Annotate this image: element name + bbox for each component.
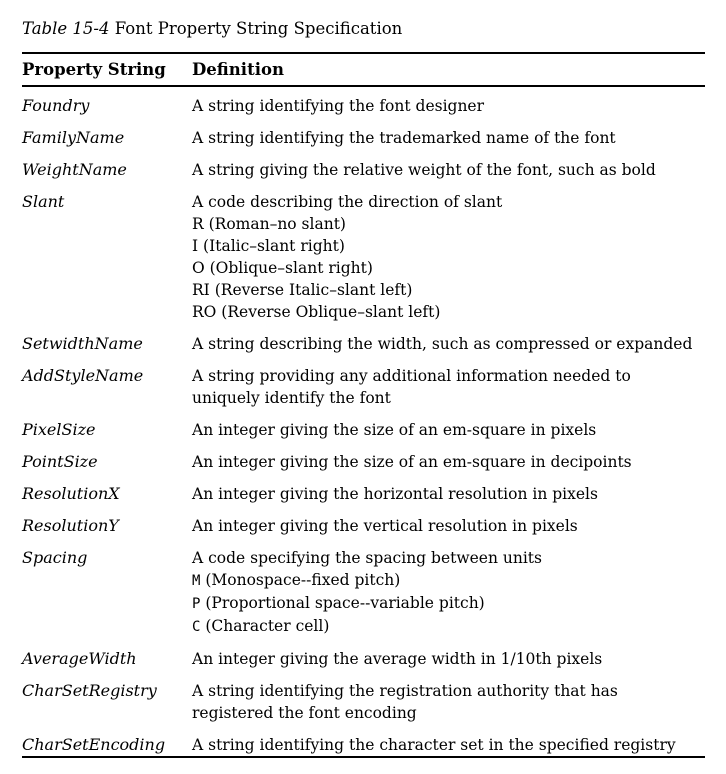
definition-line [192,213,705,235]
property-name: Spacing [22,548,88,567]
definition-text: (Character cell) [200,617,330,635]
table-row [22,547,705,638]
bottom-rule [22,756,705,758]
table-row [22,515,705,537]
table-row [22,648,705,670]
definition-text: R (Roman–no slant) [192,215,346,233]
definition-text: An integer giving the vertical resolution in pixels [192,517,578,535]
definition [192,680,705,724]
property-name: Slant [22,192,65,211]
definition [192,515,705,537]
definition-line [192,648,705,670]
definition-text: RI (Reverse Italic–slant left) [192,281,413,299]
definition-text: A string providing any additional information needed to [192,367,631,385]
definition [192,333,705,355]
definition-line [192,569,705,592]
definition-line [192,235,705,257]
table-row [22,365,705,409]
definition [192,95,705,117]
definition-line [192,483,705,505]
definition [192,159,705,181]
table-row [22,734,705,756]
definition [192,483,705,505]
definition-line [192,702,705,724]
definition-text: A string identifying the trademarked name of the font [192,129,616,147]
definition [192,419,705,441]
property-name: Foundry [22,96,90,115]
definition-line [192,159,705,181]
table-row [22,95,705,117]
definition-line [192,592,705,615]
definition-line [192,419,705,441]
definition-line [192,734,705,756]
definition-text: A string identifying the registration authority that has [192,682,618,700]
property-name: WeightName [22,160,127,179]
definition [192,451,705,473]
column-header-definition: Definition [192,60,284,79]
code-letter: C [192,619,201,635]
definition [192,365,705,409]
table-body [22,87,705,756]
table-row [22,419,705,441]
property-name: ResolutionX [22,484,120,503]
definition-text: A code describing the direction of slant [192,193,503,211]
definition [192,734,705,756]
definition-text: A string giving the relative weight of the font, such as bold [192,161,656,179]
property-name: CharSetRegistry [22,681,157,700]
table-header-row [22,54,705,85]
definition-line [192,680,705,702]
definition-line [192,333,705,355]
code-letter: P [192,596,201,612]
definition-line [192,451,705,473]
table-row [22,680,705,724]
property-name: ResolutionY [22,516,119,535]
table-row [22,159,705,181]
definition-text: A code specifying the spacing between units [192,549,542,567]
property-name: AverageWidth [22,649,137,668]
definition-line [192,127,705,149]
property-name: PixelSize [22,420,96,439]
definition-text: A string identifying the font designer [192,97,485,115]
property-name: SetwidthName [22,334,143,353]
table-row [22,483,705,505]
code-letter: M [192,573,201,589]
property-name: PointSize [22,452,98,471]
definition-text: uniquely identify the font [192,389,391,407]
definition-line [192,515,705,537]
definition [192,547,705,638]
definition-text: RO (Reverse Oblique–slant left) [192,303,441,321]
definition-text: (Proportional space--variable pitch) [200,594,485,612]
table-caption-text: Font Property String Specification [109,19,403,38]
definition-text: O (Oblique–slant right) [192,259,373,277]
definition-text: I (Italic–slant right) [192,237,345,255]
definition [192,191,705,323]
table-row [22,191,705,323]
column-header-property-string: Property String [22,60,166,79]
table-caption-label: Table 15-4 [22,19,110,38]
definition-text: A string describing the width, such as compressed or expanded [192,335,693,353]
definition-line [192,387,705,409]
definition-line [192,257,705,279]
definition-text: An integer giving the size of an em-square in pixels [192,421,597,439]
definition-line [192,547,705,569]
definition-text: An integer giving the average width in 1/10th pixels [192,650,603,668]
property-name: AddStyleName [22,366,144,385]
property-name: CharSetEncoding [22,735,166,754]
definition-line [192,191,705,213]
definition-line [192,95,705,117]
table-row [22,451,705,473]
table-row [22,127,705,149]
definition-line [192,279,705,301]
definition-line [192,365,705,387]
table-caption [22,0,705,40]
definition-text: An integer giving the size of an em-square in decipoints [192,453,632,471]
table-row [22,333,705,355]
definition-line [192,615,705,638]
property-name: FamilyName [22,128,125,147]
definition-line [192,301,705,323]
definition-text: An integer giving the horizontal resolution in pixels [192,485,598,503]
definition [192,127,705,149]
definition-text: (Monospace--fixed pitch) [200,571,401,589]
definition-text: A string identifying the character set in the specified registry [192,736,676,754]
definition-text: registered the font encoding [192,704,417,722]
definition [192,648,705,670]
